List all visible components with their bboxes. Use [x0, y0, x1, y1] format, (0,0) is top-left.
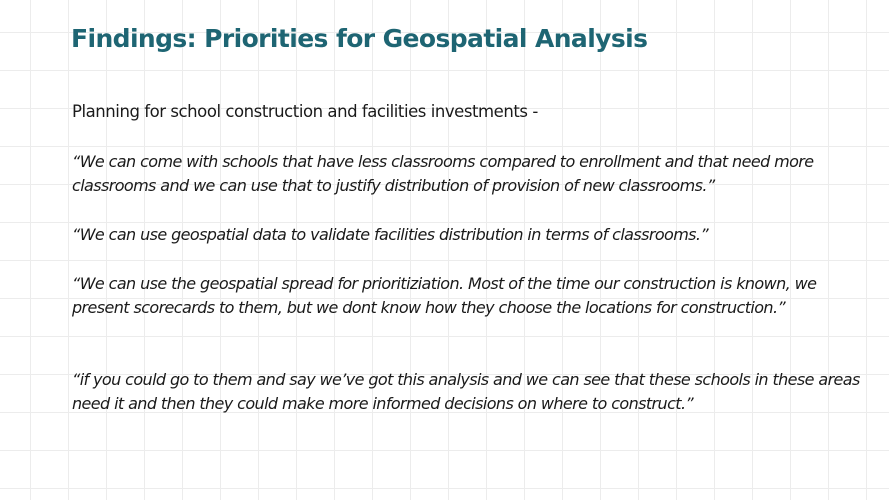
quote-1: “We can come with schools that have less classrooms compared to enrollment and that need more classrooms and we can use that to justify distribution of provision of new classrooms.”: [72, 152, 814, 195]
quote-4: “if you could go to them and say we’ve got this analysis and we can see that these schools in these areas need it and then they could make more informed decisions on where to construct.”: [72, 370, 860, 413]
quote-2: “We can use geospatial data to validate facilities distribution in terms of classrooms.”: [72, 225, 709, 244]
quote-3: “We can use the geospatial spread for prioritiziation. Most of the time our construction is known, we present scorecards to them, but we dont know how they choose the locations for construction.”: [72, 274, 817, 317]
intro-text: Planning for school construction and facilities investments -: [72, 102, 538, 121]
slide-title: Findings: Priorities for Geospatial Analysis: [71, 24, 648, 53]
